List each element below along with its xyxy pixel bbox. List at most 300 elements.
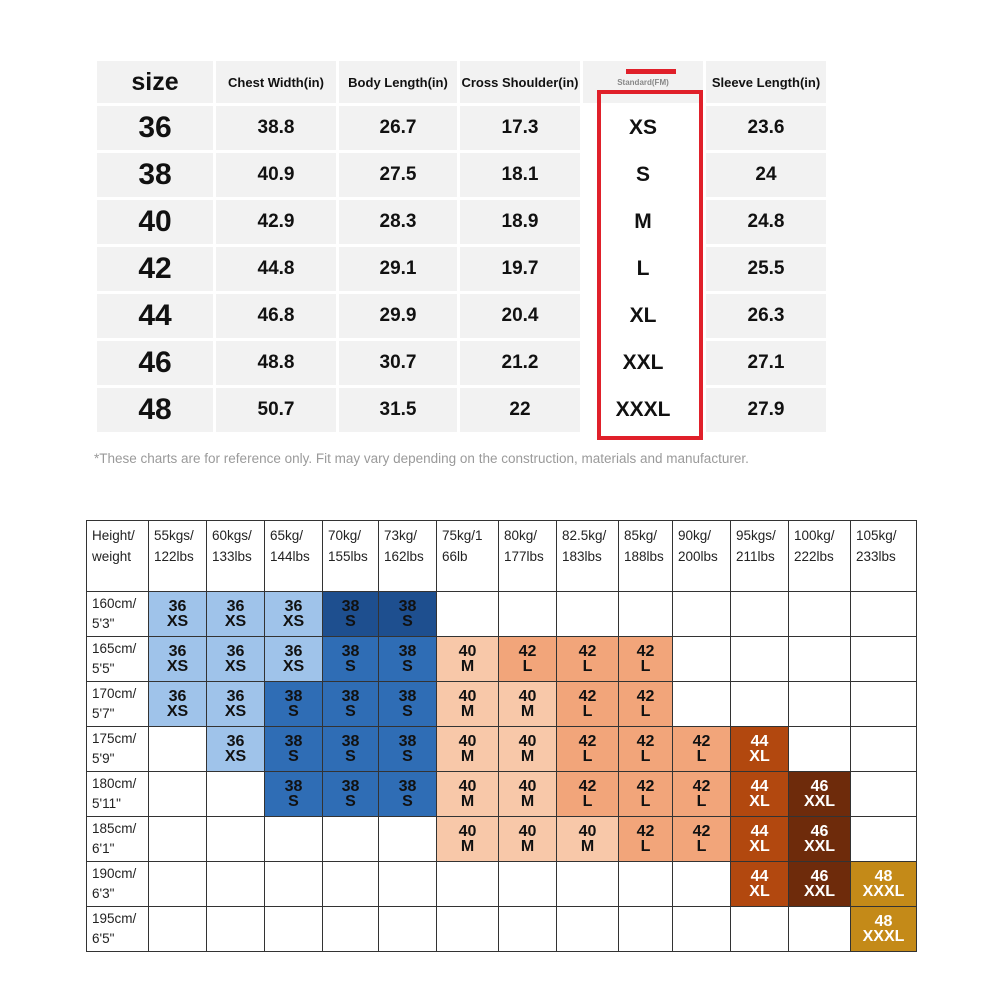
height-ft: 6'1" (92, 841, 115, 856)
size-number: 36 (226, 688, 245, 705)
weight-lbs: 122lbs (154, 549, 194, 564)
size-measurement-table (94, 58, 829, 435)
size-letter: S (402, 613, 413, 630)
weight-lbs: 200lbs (678, 549, 718, 564)
empty-cell (789, 592, 851, 637)
size-cell (437, 637, 499, 682)
size-letter: L (696, 793, 707, 810)
size-number: 48 (874, 868, 893, 885)
weight-header (673, 521, 731, 592)
empty-cell (557, 862, 619, 907)
weight-kg: 73kg/ (384, 528, 418, 543)
height-ft: 6'5" (92, 931, 115, 946)
size-value: 36 (97, 106, 213, 150)
size-table-row (97, 294, 826, 338)
size-cell (265, 682, 323, 727)
size-cell-label (851, 869, 916, 899)
size-cell (851, 862, 917, 907)
empty-cell (619, 592, 673, 637)
empty-cell (149, 907, 207, 952)
size-cell (673, 727, 731, 772)
chest-width-value: 48.8 (216, 341, 336, 385)
body-length-value: 31.5 (339, 388, 457, 432)
size-number: 36 (284, 643, 303, 660)
weight-header (149, 521, 207, 592)
header-redaction-mark (626, 69, 676, 74)
cross-shoulder-value: 19.7 (460, 247, 580, 291)
size-cell (789, 772, 851, 817)
empty-cell (851, 637, 917, 682)
size-number: 46 (810, 778, 829, 795)
empty-cell (207, 862, 265, 907)
size-letter: S (402, 703, 413, 720)
height-label (87, 907, 149, 952)
size-cell-label (149, 689, 206, 719)
size-cell (557, 682, 619, 727)
size-letter: L (640, 838, 651, 855)
weight-header (265, 521, 323, 592)
empty-cell (265, 862, 323, 907)
sleeve-length-value: 23.6 (706, 106, 826, 150)
size-cell-label (619, 644, 672, 674)
standard-size-value: XXXL (583, 388, 703, 432)
size-letter: M (460, 793, 475, 810)
weight-kg: 95kgs/ (736, 528, 776, 543)
weight-lbs: 144lbs (270, 549, 310, 564)
empty-cell (851, 592, 917, 637)
size-letter: M (520, 793, 535, 810)
empty-cell (789, 727, 851, 772)
size-letter: S (345, 793, 356, 810)
size-cell (499, 682, 557, 727)
weight-lbs: 162lbs (384, 549, 424, 564)
size-number: 42 (636, 778, 655, 795)
size-letter: XS (166, 613, 189, 630)
height-cm: 170cm/ (92, 686, 137, 701)
size-cell (499, 817, 557, 862)
size-letter: XS (224, 613, 247, 630)
size-letter: XS (282, 658, 305, 675)
body-length-value: 28.3 (339, 200, 457, 244)
grid-row (87, 907, 917, 952)
height-cm: 190cm/ (92, 866, 137, 881)
size-number: 40 (458, 643, 477, 660)
size-cell-label (323, 599, 378, 629)
size-number: 42 (692, 733, 711, 750)
size-cell-label (557, 644, 618, 674)
size-number: 44 (750, 778, 769, 795)
header-standard-label: Standard(FM) (617, 77, 669, 87)
size-number: 38 (341, 643, 360, 660)
size-cell-label (437, 689, 498, 719)
size-letter: S (402, 748, 413, 765)
size-number: 36 (226, 643, 245, 660)
size-letter: XXL (803, 838, 836, 855)
weight-kg: 85kg/ (624, 528, 658, 543)
height-ft: 5'11" (92, 796, 121, 811)
empty-cell (731, 637, 789, 682)
size-table-row (97, 153, 826, 197)
size-cell-label (207, 689, 264, 719)
empty-cell (379, 817, 437, 862)
grid-row (87, 772, 917, 817)
size-cell-label (265, 599, 322, 629)
size-letter: M (520, 703, 535, 720)
empty-cell (207, 817, 265, 862)
empty-cell (851, 727, 917, 772)
size-cell (673, 817, 731, 862)
size-cell (557, 817, 619, 862)
size-letter: L (696, 838, 707, 855)
empty-cell (673, 862, 731, 907)
size-cell (207, 727, 265, 772)
size-letter: L (582, 658, 593, 675)
grid-row (87, 862, 917, 907)
size-cell (851, 907, 917, 952)
empty-cell (379, 907, 437, 952)
header-chest-width: Chest Width(in) (216, 61, 336, 103)
grid-corner-label (87, 521, 149, 592)
size-letter: S (402, 658, 413, 675)
size-cell (207, 637, 265, 682)
size-cell-label (379, 599, 436, 629)
height-ft: 5'9" (92, 751, 115, 766)
size-cell (499, 637, 557, 682)
size-cell (499, 772, 557, 817)
size-cell (379, 592, 437, 637)
weight-kg: 100kg/ (794, 528, 835, 543)
size-number: 36 (168, 643, 187, 660)
weight-header (731, 521, 789, 592)
size-cell-label (207, 734, 264, 764)
size-cell-label (379, 689, 436, 719)
size-cell (557, 727, 619, 772)
weight-lbs: 183lbs (562, 549, 602, 564)
size-cell (323, 682, 379, 727)
standard-size-value: XS (583, 106, 703, 150)
size-cell-label (499, 779, 556, 809)
size-number: 48 (874, 913, 893, 930)
size-cell-label (619, 779, 672, 809)
size-letter: L (640, 703, 651, 720)
empty-cell (265, 907, 323, 952)
sleeve-length-value: 26.3 (706, 294, 826, 338)
empty-cell (789, 637, 851, 682)
size-cell (557, 772, 619, 817)
size-number: 42 (692, 823, 711, 840)
size-cell (731, 727, 789, 772)
size-letter: S (345, 613, 356, 630)
size-cell-label (323, 734, 378, 764)
size-table-row (97, 388, 826, 432)
size-cell (619, 772, 673, 817)
size-cell-label (265, 779, 322, 809)
empty-cell (149, 862, 207, 907)
size-cell-label (557, 779, 618, 809)
empty-cell (851, 817, 917, 862)
height-cm: 195cm/ (92, 911, 137, 926)
empty-cell (437, 862, 499, 907)
weight-lbs: 177lbs (504, 549, 544, 564)
size-cell-label (499, 734, 556, 764)
size-letter: XXL (803, 883, 836, 900)
size-number: 40 (458, 688, 477, 705)
size-letter: M (520, 748, 535, 765)
empty-cell (851, 682, 917, 727)
size-cell-label (789, 869, 850, 899)
size-cell-label (557, 689, 618, 719)
empty-cell (323, 862, 379, 907)
size-cell (379, 637, 437, 682)
size-value: 40 (97, 200, 213, 244)
weight-kg: 80kg/ (504, 528, 538, 543)
weight-lbs: 233lbs (856, 549, 896, 564)
size-cell (323, 727, 379, 772)
size-cell (619, 817, 673, 862)
size-cell (619, 682, 673, 727)
weight-kg: 75kg/1 (442, 528, 483, 543)
chest-width-value: 46.8 (216, 294, 336, 338)
size-cell (323, 772, 379, 817)
empty-cell (437, 907, 499, 952)
size-number: 40 (578, 823, 597, 840)
size-number: 40 (458, 733, 477, 750)
size-value: 38 (97, 153, 213, 197)
header-size: size (97, 61, 213, 103)
size-cell (265, 727, 323, 772)
size-cell-label (323, 779, 378, 809)
size-letter: M (460, 748, 475, 765)
empty-cell (789, 907, 851, 952)
size-number: 42 (578, 688, 597, 705)
size-cell-label (619, 734, 672, 764)
size-cell-label (731, 734, 788, 764)
height-label (87, 727, 149, 772)
size-cell (265, 592, 323, 637)
empty-cell (499, 862, 557, 907)
size-cell (265, 772, 323, 817)
size-cell (379, 682, 437, 727)
corner-line: Height/ (92, 528, 135, 543)
size-cell-label (437, 779, 498, 809)
height-cm: 165cm/ (92, 641, 137, 656)
size-letter: L (582, 748, 593, 765)
standard-size-value: XL (583, 294, 703, 338)
reference-note: *These charts are for reference only. Fit may vary depending on the construction, materials and manufacturer. (94, 451, 749, 466)
chest-width-value: 50.7 (216, 388, 336, 432)
size-number: 38 (284, 778, 303, 795)
size-cell (789, 862, 851, 907)
size-cell-label (265, 644, 322, 674)
size-value: 46 (97, 341, 213, 385)
size-letter: XXL (803, 793, 836, 810)
size-number: 38 (341, 733, 360, 750)
size-cell (323, 637, 379, 682)
cross-shoulder-value: 17.3 (460, 106, 580, 150)
empty-cell (437, 592, 499, 637)
height-label (87, 817, 149, 862)
cross-shoulder-value: 20.4 (460, 294, 580, 338)
height-ft: 5'3" (92, 616, 115, 631)
empty-cell (557, 592, 619, 637)
empty-cell (323, 907, 379, 952)
body-length-value: 27.5 (339, 153, 457, 197)
size-number: 42 (518, 643, 537, 660)
body-length-value: 26.7 (339, 106, 457, 150)
standard-size-value: L (583, 247, 703, 291)
size-cell-label (379, 644, 436, 674)
size-cell (437, 682, 499, 727)
size-number: 40 (518, 688, 537, 705)
size-cell (619, 727, 673, 772)
size-cell (149, 637, 207, 682)
size-letter: L (522, 658, 533, 675)
size-number: 42 (636, 823, 655, 840)
size-letter: XXXL (862, 883, 905, 900)
size-number: 44 (750, 733, 769, 750)
empty-cell (557, 907, 619, 952)
empty-cell (379, 862, 437, 907)
size-cell (731, 817, 789, 862)
size-cell (789, 817, 851, 862)
size-number: 36 (226, 733, 245, 750)
size-cell-label (619, 689, 672, 719)
size-cell-label (265, 689, 322, 719)
size-number: 42 (692, 778, 711, 795)
weight-kg: 55kgs/ (154, 528, 194, 543)
chest-width-value: 38.8 (216, 106, 336, 150)
header-sleeve-length: Sleeve Length(in) (706, 61, 826, 103)
empty-cell (673, 592, 731, 637)
size-cell-label (731, 824, 788, 854)
size-number: 36 (226, 598, 245, 615)
empty-cell (731, 907, 789, 952)
size-cell (731, 862, 789, 907)
size-cell (207, 592, 265, 637)
size-cell (619, 637, 673, 682)
weight-header (619, 521, 673, 592)
body-length-value: 30.7 (339, 341, 457, 385)
weight-lbs: 155lbs (328, 549, 368, 564)
size-cell-label (265, 734, 322, 764)
size-cell (437, 727, 499, 772)
size-letter: S (288, 793, 299, 810)
size-cell (731, 772, 789, 817)
empty-cell (265, 817, 323, 862)
size-cell-label (789, 779, 850, 809)
weight-lbs: 66lb (442, 549, 468, 564)
size-cell (149, 592, 207, 637)
empty-cell (731, 682, 789, 727)
sleeve-length-value: 27.9 (706, 388, 826, 432)
size-letter: S (402, 793, 413, 810)
size-letter: L (640, 793, 651, 810)
body-length-value: 29.1 (339, 247, 457, 291)
size-cell-label (789, 824, 850, 854)
weight-kg: 82.5kg/ (562, 528, 607, 543)
size-cell (499, 727, 557, 772)
size-cell-label (149, 644, 206, 674)
height-cm: 175cm/ (92, 731, 137, 746)
empty-cell (789, 682, 851, 727)
height-ft: 5'5" (92, 661, 115, 676)
size-cell-label (499, 689, 556, 719)
size-cell-label (323, 689, 378, 719)
size-letter: M (460, 838, 475, 855)
weight-kg: 90kg/ (678, 528, 712, 543)
size-letter: XS (224, 748, 247, 765)
empty-cell (207, 772, 265, 817)
empty-cell (499, 592, 557, 637)
grid-row (87, 637, 917, 682)
weight-kg: 65kg/ (270, 528, 304, 543)
weight-lbs: 222lbs (794, 549, 834, 564)
size-cell-label (323, 644, 378, 674)
size-letter: L (696, 748, 707, 765)
size-cell-label (437, 824, 498, 854)
size-number: 42 (636, 643, 655, 660)
size-letter: L (640, 658, 651, 675)
size-cell (437, 817, 499, 862)
size-letter: S (345, 703, 356, 720)
size-cell-label (379, 734, 436, 764)
cross-shoulder-value: 22 (460, 388, 580, 432)
grid-header-row (87, 521, 917, 592)
sleeve-length-value: 25.5 (706, 247, 826, 291)
size-number: 38 (341, 688, 360, 705)
height-cm: 160cm/ (92, 596, 137, 611)
weight-lbs: 188lbs (624, 549, 664, 564)
weight-kg: 105kg/ (856, 528, 897, 543)
empty-cell (673, 682, 731, 727)
size-number: 38 (398, 643, 417, 660)
size-letter: S (288, 703, 299, 720)
grid-row (87, 592, 917, 637)
size-number: 38 (398, 778, 417, 795)
height-weight-size-grid (86, 520, 917, 952)
empty-cell (673, 637, 731, 682)
size-letter: S (345, 658, 356, 675)
weight-header (207, 521, 265, 592)
empty-cell (619, 862, 673, 907)
size-table-row (97, 247, 826, 291)
weight-lbs: 211lbs (736, 549, 775, 564)
grid-row (87, 727, 917, 772)
size-cell-label (499, 644, 556, 674)
height-cm: 185cm/ (92, 821, 137, 836)
height-ft: 6'3" (92, 886, 115, 901)
size-number: 36 (284, 598, 303, 615)
size-number: 46 (810, 823, 829, 840)
grid-row (87, 682, 917, 727)
size-number: 40 (458, 778, 477, 795)
standard-size-value: S (583, 153, 703, 197)
size-number: 42 (636, 688, 655, 705)
size-letter: M (580, 838, 595, 855)
size-number: 40 (518, 778, 537, 795)
height-label (87, 862, 149, 907)
empty-cell (499, 907, 557, 952)
size-value: 48 (97, 388, 213, 432)
size-cell-label (499, 824, 556, 854)
size-table-row (97, 200, 826, 244)
size-value: 42 (97, 247, 213, 291)
size-number: 40 (518, 823, 537, 840)
size-cell (379, 727, 437, 772)
size-cell-label (207, 644, 264, 674)
size-cell-label (851, 914, 916, 944)
size-cell-label (437, 734, 498, 764)
